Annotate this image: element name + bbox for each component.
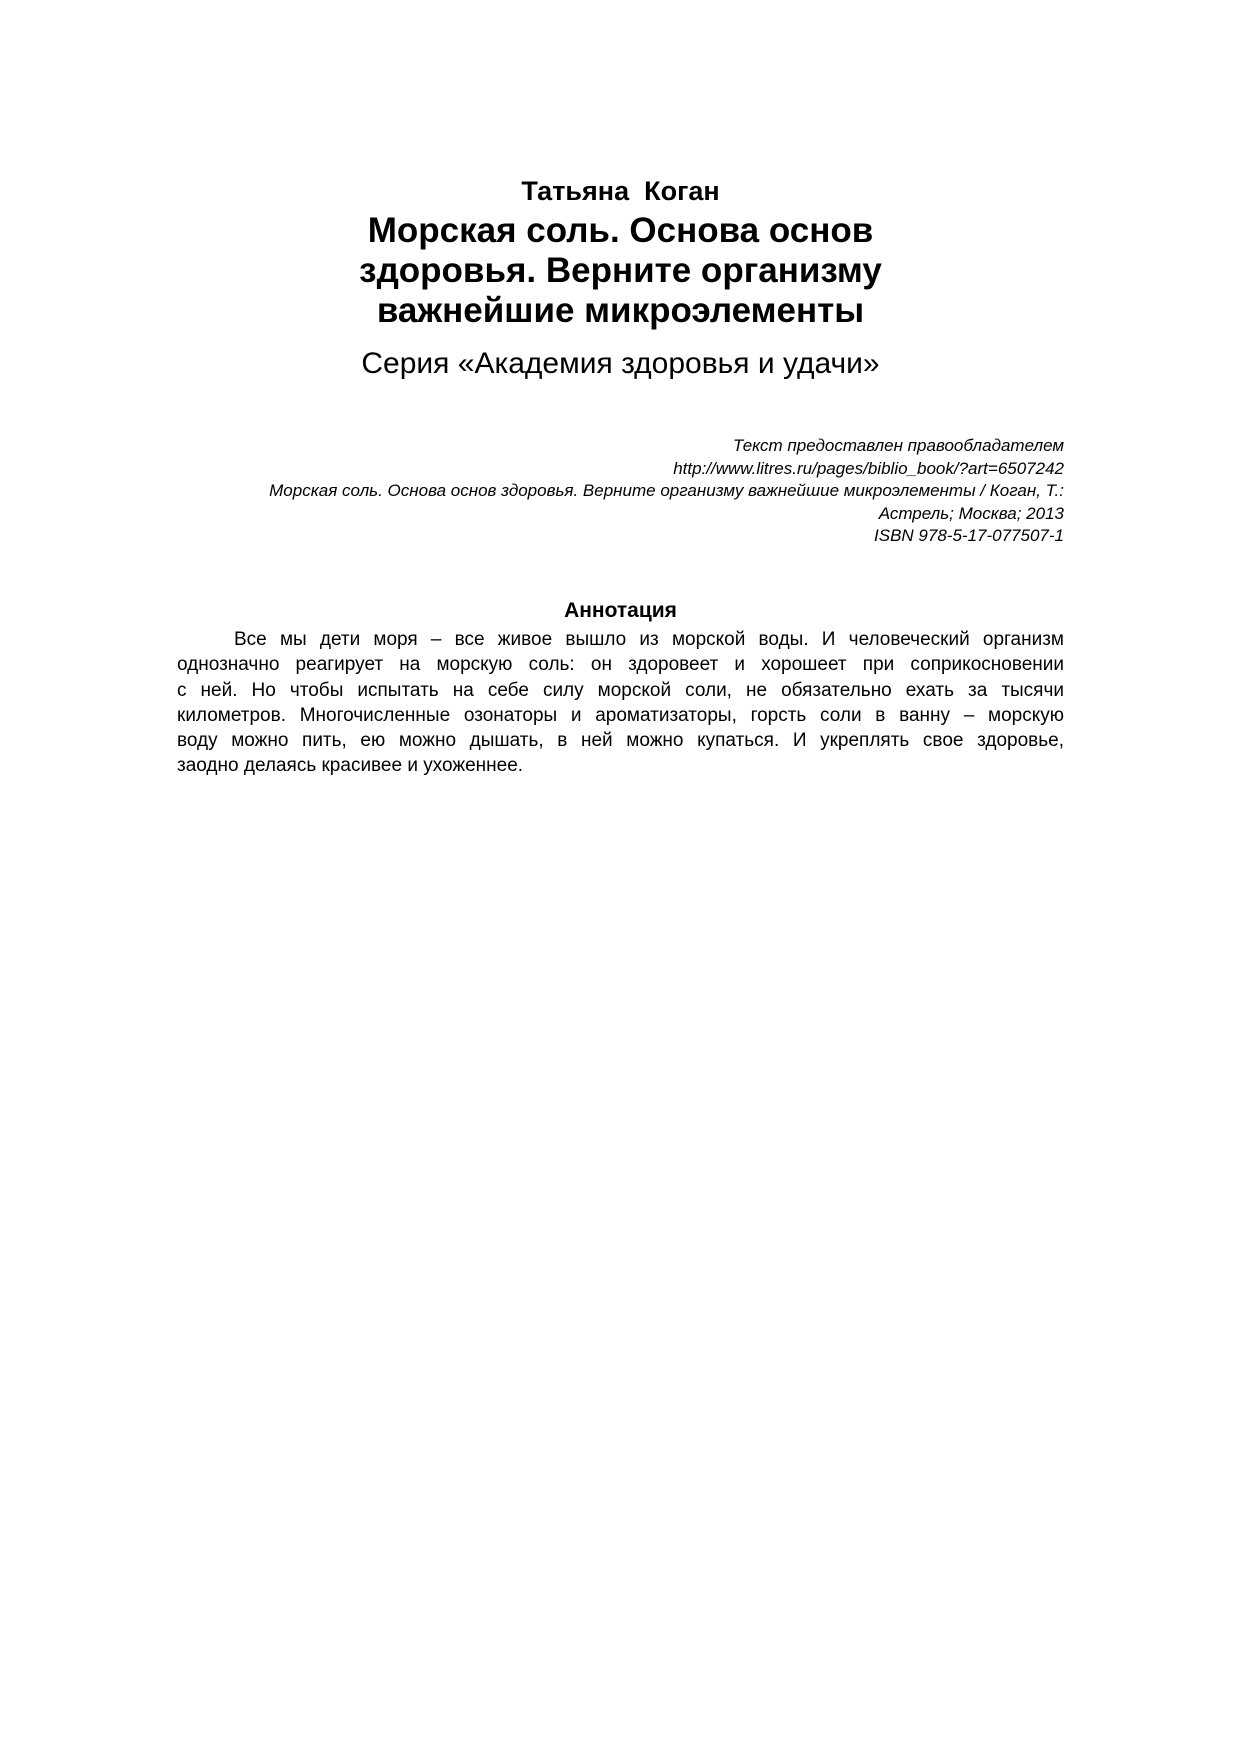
publication-info (177, 435, 1064, 548)
annotation-line: километров. Многочисленные озонаторы и ароматизаторы, горсть соли в ванну – морскую (177, 704, 1064, 726)
annotation-paragraph (177, 627, 1064, 779)
annotation-line: однозначно реагирует на морскую соль: он здоровеет и хорошеет при соприкосновении (177, 654, 1064, 676)
source-url: http://www.litres.ru/pages/biblio_book/?art=6507242 (673, 458, 1064, 478)
rights-holder-note: Текст предоставлен правообладателем (732, 436, 1064, 455)
book-title-line: важнейшие микроэлементы (376, 291, 865, 330)
annotation-line: воду можно пить, ею можно дышать, в ней можно купаться. И укреплять свое здоровье, (177, 730, 1064, 752)
book-series: Серия «Академия здоровья и удачи» (361, 347, 880, 380)
bibliographic-reference: Морская соль. Основа основ здоровья. Верните организму важнейшие микроэлементы / Коган, Т.: (269, 481, 1064, 500)
book-title-line: Морская соль. Основа основ (367, 211, 874, 250)
annotation-heading: Аннотация (564, 599, 677, 622)
book-author: Татьяна Коган (521, 176, 720, 206)
annotation-line: с ней. Но чтобы испытать на себе силу морской соли, не обязательно ехать за тысячи (177, 679, 1064, 701)
book-title-line: здоровья. Верните организму (359, 251, 882, 290)
isbn: ISBN 978-5-17-077507-1 (874, 526, 1064, 545)
book-title (177, 211, 1064, 331)
annotation-line: заодно делаясь красивее и ухоженнее. (177, 755, 524, 777)
publisher-city-year: Астрель; Москва; 2013 (878, 503, 1064, 523)
annotation-line: Все мы дети моря – все живое вышло из морской воды. И человеческий организм (234, 629, 1064, 650)
